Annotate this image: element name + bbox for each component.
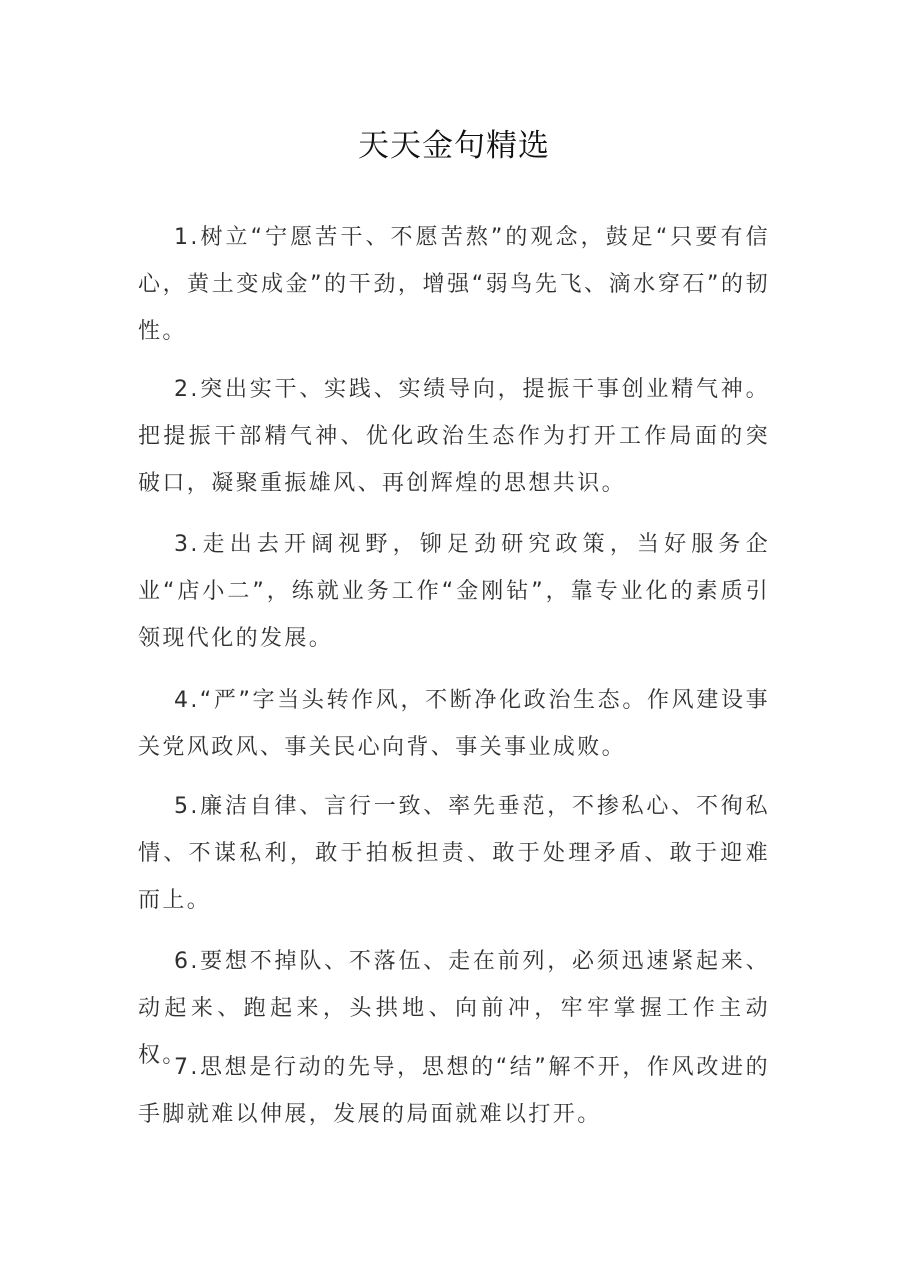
paragraph-4: 4.“严”字当头转作风，不断净化政治生态。作风建设事关党风政风、事关民心向背、事关事业成败。 [138,688,770,760]
paragraph-6: 6.要想不掉队、不落伍、走在前列，必须迅速紧起来、动起来、跑起来，头拱地、向前冲，牢牢掌握工作主动权。 [138,949,770,1068]
paragraph-2: 2.突出实干、实践、实绩导向，提振干事创业精气神。把提振干部精气神、优化政治生态作为打开工作局面的突破口，凝聚重振雄风、再创辉煌的思想共识。 [138,377,770,496]
paragraph-5: 5.廉洁自律、言行一致、率先垂范，不掺私心、不徇私情、不谋私利，敢于拍板担责、敢于处理矛盾、敢于迎难而上。 [138,794,770,913]
page-title: 天天金句精选 [358,128,550,164]
paragraph-3: 3.走出去开阔视野，铆足劲研究政策，当好服务企业“店小二”，练就业务工作“金刚钻”，靠专业化的素质引领现代化的发展。 [138,532,770,651]
paragraph-1: 1.树立“宁愿苦干、不愿苦熬”的观念，鼓足“只要有信心，黄土变成金”的干劲，增强“弱鸟先飞、滴水穿石”的韧性。 [138,225,770,344]
paragraph-7: 7.思想是行动的先导，思想的“结”解不开，作风改进的手脚就难以伸展，发展的局面就难以打开。 [138,1055,770,1127]
